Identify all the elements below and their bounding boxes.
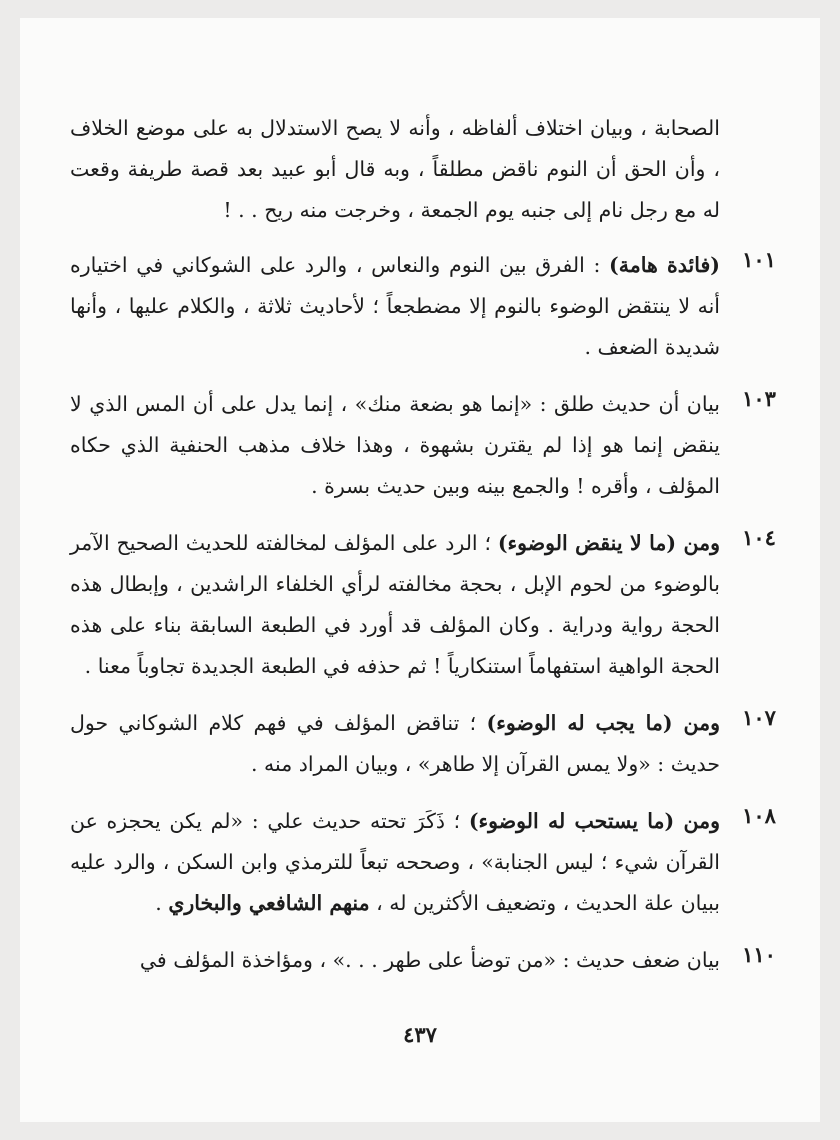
index-content xyxy=(70,108,776,997)
entry-text-segment: : الفرق بين النوم والنعاس ، والرد على الشوكاني في اختياره أنه لا ينتقض الوضوء بالنوم إلا مضطجعاً ؛ لأحاديث ثلاثة ، والكلام عليها ، وأنها شديدة الضعف . xyxy=(70,253,720,359)
entry-heading: ومن (ما يستحب له الوضوء) xyxy=(468,809,721,833)
entry-text xyxy=(70,703,720,785)
entry-number: ١١٠ xyxy=(742,942,776,967)
index-entry-continued xyxy=(70,108,720,231)
index-entry-104 xyxy=(70,523,776,687)
index-entry-108 xyxy=(70,801,776,924)
entry-heading: ومن (ما يجب له الوضوء) xyxy=(486,711,720,735)
entry-text-segment: ؛ تناقض المؤلف في فهم كلام الشوكاني حول حديث : «ولا يمس القرآن إلا طاهر» ، وبيان المراد منه . xyxy=(70,711,720,776)
entry-text xyxy=(70,384,720,507)
entry-text xyxy=(70,940,720,981)
entry-text-segment: ؛ الرد على المؤلف لمخالفته للحديث الصحيح الآمر بالوضوء من لحوم الإبل ، بحجة مخالفته لرأي الخلفاء الراشدين ، وإبطال هذه الحجة رواية ودراية . وكان المؤلف قد أورد في الطبعة السابقة بناء على هذه الحجة الواهية استفهاماً استنكارياً ! ثم حذفه في الطبعة الجديدة تجاوباً معنا . xyxy=(70,531,720,678)
entry-text-segment: بيان ضعف حديث : «من توضأ على طهر . . .» ، ومؤاخذة المؤلف في xyxy=(139,948,720,972)
entry-text-segment: ؛ ذَكَرَ تحته حديث علي : «لم يكن يحجزه عن القرآن شيء ؛ ليس الجنابة» ، وصححه تبعاً للترمذي وابن السكن ، والرد عليه ببيان علة الحديث ، وتضعيف الأكثرين له ، xyxy=(70,809,720,915)
entry-text xyxy=(70,245,720,368)
entry-number: ١٠١ xyxy=(742,247,776,272)
entry-text xyxy=(70,108,720,231)
entry-text xyxy=(70,523,720,687)
entry-number: ١٠٤ xyxy=(742,525,776,550)
entry-number: ١٠٨ xyxy=(742,803,776,828)
index-entry-110 xyxy=(70,940,776,981)
entry-text-segment: . xyxy=(155,891,169,915)
entry-text xyxy=(70,801,720,924)
entry-heading: ومن (ما لا ينقض الوضوء) xyxy=(497,531,720,555)
entry-heading: (فائدة هامة) xyxy=(609,253,720,277)
entry-number: ١٠٣ xyxy=(742,386,776,411)
entry-emphasis: منهم الشافعي والبخاري xyxy=(168,891,370,915)
index-entry-107 xyxy=(70,703,776,785)
index-entry-103 xyxy=(70,384,776,507)
entry-text-segment: بيان أن حديث طلق : «إنما هو بضعة منك» ، إنما يدل على أن المس الذي لا ينقض إنما هو إذا لم يقترن بشهوة ، وهذا خلاف مذهب الحنفية الذي حكاه المؤلف ، وأقره ! والجمع بينه وبين حديث بسرة . xyxy=(70,392,720,498)
index-entry-101 xyxy=(70,245,776,368)
entry-text-segment: الصحابة ، وبيان اختلاف ألفاظه ، وأنه لا يصح الاستدلال به على موضع الخلاف ، وأن الحق أن النوم ناقض مطلقاً ، وبه قال أبو عبيد بعد قصة طريفة وقعت له مع رجل نام إلى جنبه يوم الجمعة ، وخرجت منه ريح . . ! xyxy=(70,116,720,222)
page-number: ٤٣٧ xyxy=(403,1022,437,1047)
entry-number: ١٠٧ xyxy=(742,705,776,730)
